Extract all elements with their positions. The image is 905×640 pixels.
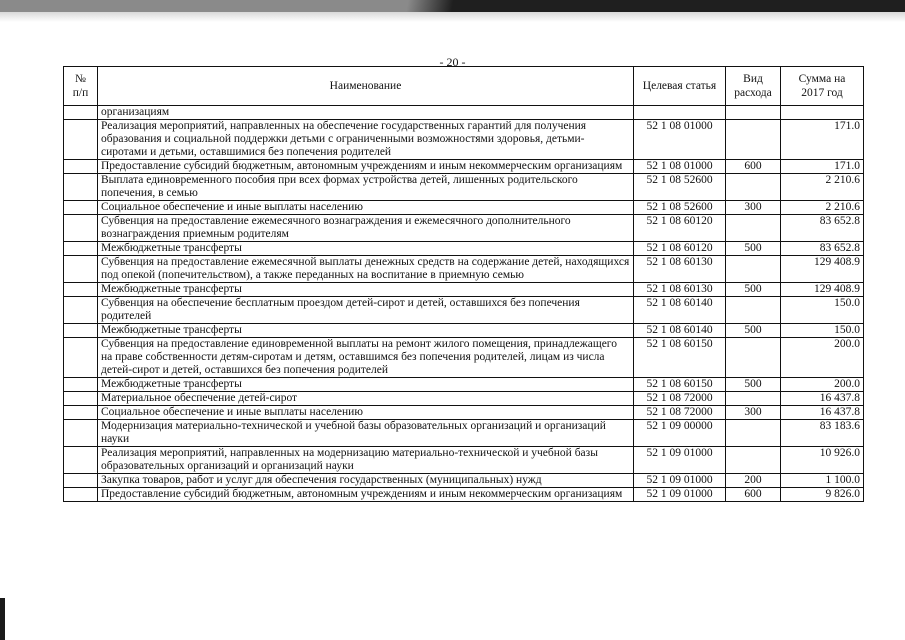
row-target-cell: 52 1 08 60140 [634,324,726,338]
header-num [64,67,98,106]
row-name-cell: Закупка товаров, работ и услуг для обеспечения государственных (муниципальных) нужд [98,474,634,488]
header-expense [726,67,781,106]
row-sum-cell: 129 408.9 [781,256,864,283]
row-sum-cell: 200.0 [781,338,864,378]
row-name-cell: Материальное обеспечение детей-сирот [98,392,634,406]
table-row [64,474,864,488]
row-name-cell: Выплата единовременного пособия при всех формах устройства детей, лишенных родительского попечения, в семью [98,174,634,201]
row-sum-cell: 16 437.8 [781,392,864,406]
row-num-cell [64,283,98,297]
header-target [634,67,726,106]
row-name-cell: Модернизация материально-технической и учебной базы образовательных организаций и организаций науки [98,420,634,447]
budget-table [63,66,864,502]
row-target-cell: 52 1 08 60150 [634,378,726,392]
table-row [64,215,864,242]
table-row [64,392,864,406]
row-num-cell [64,488,98,502]
row-num-cell [64,324,98,338]
table-row [64,378,864,392]
row-num-cell [64,160,98,174]
row-sum-cell: 150.0 [781,297,864,324]
row-sum-cell: 16 437.8 [781,406,864,420]
row-target-cell: 52 1 09 01000 [634,474,726,488]
table-body [64,106,864,502]
row-target-cell: 52 1 09 01000 [634,447,726,474]
row-num-cell [64,406,98,420]
row-expense-cell [726,174,781,201]
header-expense-label: Вид расхода [734,73,772,99]
row-sum-cell: 2 210.6 [781,201,864,215]
row-expense-cell [726,297,781,324]
row-num-cell [64,242,98,256]
row-expense-cell: 300 [726,201,781,215]
table-row [64,160,864,174]
row-expense-cell: 500 [726,283,781,297]
row-sum-cell [781,106,864,120]
row-expense-cell: 500 [726,242,781,256]
table-row [64,406,864,420]
row-sum-cell: 200.0 [781,378,864,392]
header-target-label: Целевая статья [642,80,717,92]
row-num-cell [64,174,98,201]
row-expense-cell [726,256,781,283]
header-name [98,67,634,106]
row-num-cell [64,106,98,120]
row-sum-cell: 2 210.6 [781,174,864,201]
header-sum-label: Сумма на 2017 год [798,73,846,99]
table-row [64,338,864,378]
row-sum-cell: 150.0 [781,324,864,338]
table-row [64,420,864,447]
row-name-cell: Межбюджетные трансферты [98,242,634,256]
row-target-cell: 52 1 09 00000 [634,420,726,447]
row-sum-cell: 1 100.0 [781,474,864,488]
table-header-row [64,67,864,106]
row-target-cell: 52 1 08 60120 [634,215,726,242]
row-expense-cell: 600 [726,488,781,502]
table-row [64,201,864,215]
header-sum [781,67,864,106]
row-num-cell [64,256,98,283]
row-sum-cell: 171.0 [781,160,864,174]
row-sum-cell: 171.0 [781,120,864,160]
row-expense-cell [726,447,781,474]
row-expense-cell: 200 [726,474,781,488]
table-row [64,447,864,474]
row-sum-cell: 129 408.9 [781,283,864,297]
row-num-cell [64,201,98,215]
table-row [64,324,864,338]
row-expense-cell: 500 [726,324,781,338]
table-row [64,242,864,256]
table-row [64,488,864,502]
row-target-cell: 52 1 08 72000 [634,406,726,420]
row-target-cell: 52 1 08 01000 [634,160,726,174]
row-target-cell: 52 1 08 72000 [634,392,726,406]
row-num-cell [64,338,98,378]
table-row [64,106,864,120]
row-sum-cell: 10 926.0 [781,447,864,474]
row-target-cell: 52 1 08 60150 [634,338,726,378]
row-num-cell [64,120,98,160]
row-name-cell: Субвенция на предоставление ежемесячного вознаграждения и ежемесячного дополнительного вознаграждения приемным родителям [98,215,634,242]
row-num-cell [64,474,98,488]
row-name-cell: Межбюджетные трансферты [98,283,634,297]
header-name-label: Наименование [329,80,402,92]
row-expense-cell: 500 [726,378,781,392]
row-target-cell: 52 1 08 60120 [634,242,726,256]
row-target-cell: 52 1 08 52600 [634,174,726,201]
row-num-cell [64,215,98,242]
row-name-cell: Межбюджетные трансферты [98,378,634,392]
row-sum-cell: 83 183.6 [781,420,864,447]
table-row [64,120,864,160]
row-num-cell [64,447,98,474]
row-num-cell [64,378,98,392]
row-target-cell [634,106,726,120]
row-expense-cell: 600 [726,160,781,174]
row-target-cell: 52 1 08 01000 [634,120,726,160]
row-expense-cell [726,338,781,378]
row-name-cell: Межбюджетные трансферты [98,324,634,338]
row-name-cell: организациям [98,106,634,120]
row-num-cell [64,297,98,324]
row-name-cell: Реализация мероприятий, направленных на обеспечение государственных гарантий для получения образования и социальной поддержки детьми с ограниченными возможностями здоровья, детьми-сиротами и детьми, оставшимися без попечения родителей [98,120,634,160]
row-name-cell: Субвенция на обеспечение бесплатным проездом детей-сирот и детей, оставшихся без попечения родителей [98,297,634,324]
row-expense-cell [726,120,781,160]
row-target-cell: 52 1 08 52600 [634,201,726,215]
row-name-cell: Социальное обеспечение и иные выплаты населению [98,201,634,215]
row-sum-cell: 83 652.8 [781,242,864,256]
scan-edge-left-mark [0,598,5,640]
page-number: - 20 - [439,55,466,69]
row-name-cell: Реализация мероприятий, направленных на модернизацию материально-технической и учебной базы образовательных организаций и организаций науки [98,447,634,474]
row-name-cell: Предоставление субсидий бюджетным, автономным учреждениям и иным некоммерческим организациям [98,160,634,174]
row-num-cell [64,420,98,447]
row-target-cell: 52 1 09 01000 [634,488,726,502]
table-row [64,256,864,283]
row-num-cell [64,392,98,406]
row-expense-cell [726,215,781,242]
row-name-cell: Социальное обеспечение и иные выплаты населению [98,406,634,420]
row-expense-cell [726,392,781,406]
row-target-cell: 52 1 08 60140 [634,297,726,324]
row-target-cell: 52 1 08 60130 [634,283,726,297]
row-expense-cell: 300 [726,406,781,420]
header-num-label: № п/п [72,73,89,99]
row-name-cell: Предоставление субсидий бюджетным, автономным учреждениям и иным некоммерческим организациям [98,488,634,502]
row-target-cell: 52 1 08 60130 [634,256,726,283]
table-row [64,283,864,297]
row-expense-cell [726,106,781,120]
row-name-cell: Субвенция на предоставление единовременной выплаты на ремонт жилого помещения, принадлежащего на праве собственности детям-сиротам и детям, оставшимся без попечения родителей, лицам из числа детей-сирот и детей, оставшихся без попечения родителей [98,338,634,378]
row-expense-cell [726,420,781,447]
row-sum-cell: 9 826.0 [781,488,864,502]
table-row [64,297,864,324]
scan-edge-top-shadow [0,0,905,12]
table-row [64,174,864,201]
row-sum-cell: 83 652.8 [781,215,864,242]
row-name-cell: Субвенция на предоставление ежемесячной выплаты денежных средств на содержание детей, находящихся под опекой (попечительством), а также переданных на воспитание в приемную семью [98,256,634,283]
